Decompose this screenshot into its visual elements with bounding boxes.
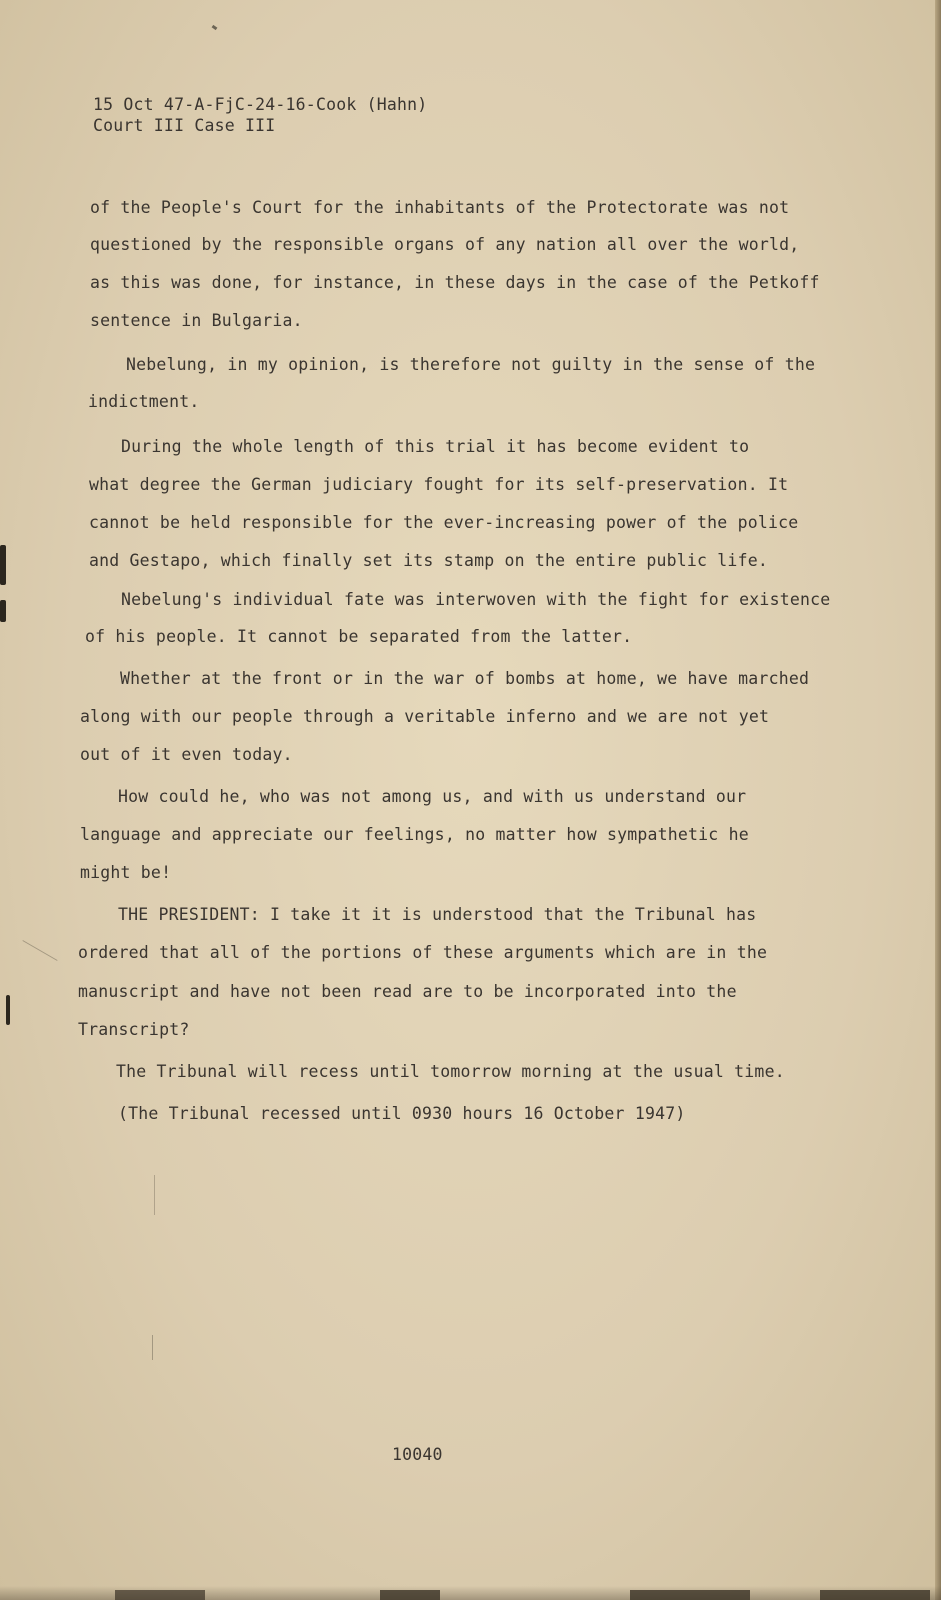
scan-edge-mark <box>820 1590 930 1600</box>
scan-edge-mark <box>380 1590 440 1600</box>
document-header <box>93 94 427 136</box>
body-line: of his people. It cannot be separated from the latter. <box>85 627 633 646</box>
body-line: indictment. <box>88 392 200 411</box>
body-line: might be! <box>80 863 172 882</box>
body-line: out of it even today. <box>80 745 293 764</box>
header-reference: 15 Oct 47-A-FjC-24-16-Cook (Hahn) <box>93 95 428 114</box>
body-line: Nebelung, in my opinion, is therefore not guilty in the sense of the <box>126 355 816 374</box>
body-line: (The Tribunal recessed until 0930 hours 16 October 1947) <box>118 1104 686 1123</box>
body-line: cannot be held responsible for the ever-increasing power of the police <box>89 513 799 532</box>
header-court-case: Court III Case III <box>93 116 276 135</box>
body-line: The Tribunal will recess until tomorrow morning at the usual time. <box>116 1062 785 1081</box>
body-line: as this was done, for instance, in these days in the case of the Petkoff <box>90 273 820 292</box>
scan-edge-mark <box>630 1590 750 1600</box>
body-line: language and appreciate our feelings, no matter how sympathetic he <box>80 825 749 844</box>
paper-scratch <box>154 1175 155 1215</box>
paper-speck <box>212 25 218 30</box>
body-line: During the whole length of this trial it has become evident to <box>121 437 750 456</box>
body-line: Transcript? <box>78 1020 190 1039</box>
page-edge-right <box>935 0 941 1600</box>
body-line: along with our people through a veritable inferno and we are not yet <box>80 707 770 726</box>
body-line: what degree the German judiciary fought for its self-preservation. It <box>89 475 789 494</box>
body-line: How could he, who was not among us, and with us understand our <box>118 787 747 806</box>
body-line: Nebelung's individual fate was interwoven with the fight for existence <box>121 590 831 609</box>
binding-hole-mark <box>0 545 6 585</box>
page-number: 10040 <box>392 1445 443 1464</box>
body-line: sentence in Bulgaria. <box>90 311 303 330</box>
body-line: of the People's Court for the inhabitants of the Protectorate was not <box>90 198 790 217</box>
body-line: questioned by the responsible organs of any nation all over the world, <box>90 235 800 254</box>
body-line: ordered that all of the portions of these arguments which are in the <box>78 943 768 962</box>
scan-edge-mark <box>115 1590 205 1600</box>
body-line: THE PRESIDENT: I take it it is understood that the Tribunal has <box>118 905 757 924</box>
paper-scratch <box>152 1335 153 1360</box>
paper-scratch <box>22 940 57 961</box>
body-line: and Gestapo, which finally set its stamp on the entire public life. <box>89 551 768 570</box>
body-line: Whether at the front or in the war of bombs at home, we have marched <box>120 669 810 688</box>
binding-hole-mark <box>6 995 10 1025</box>
body-line: manuscript and have not been read are to be incorporated into the <box>78 982 737 1001</box>
binding-hole-mark <box>0 600 6 622</box>
